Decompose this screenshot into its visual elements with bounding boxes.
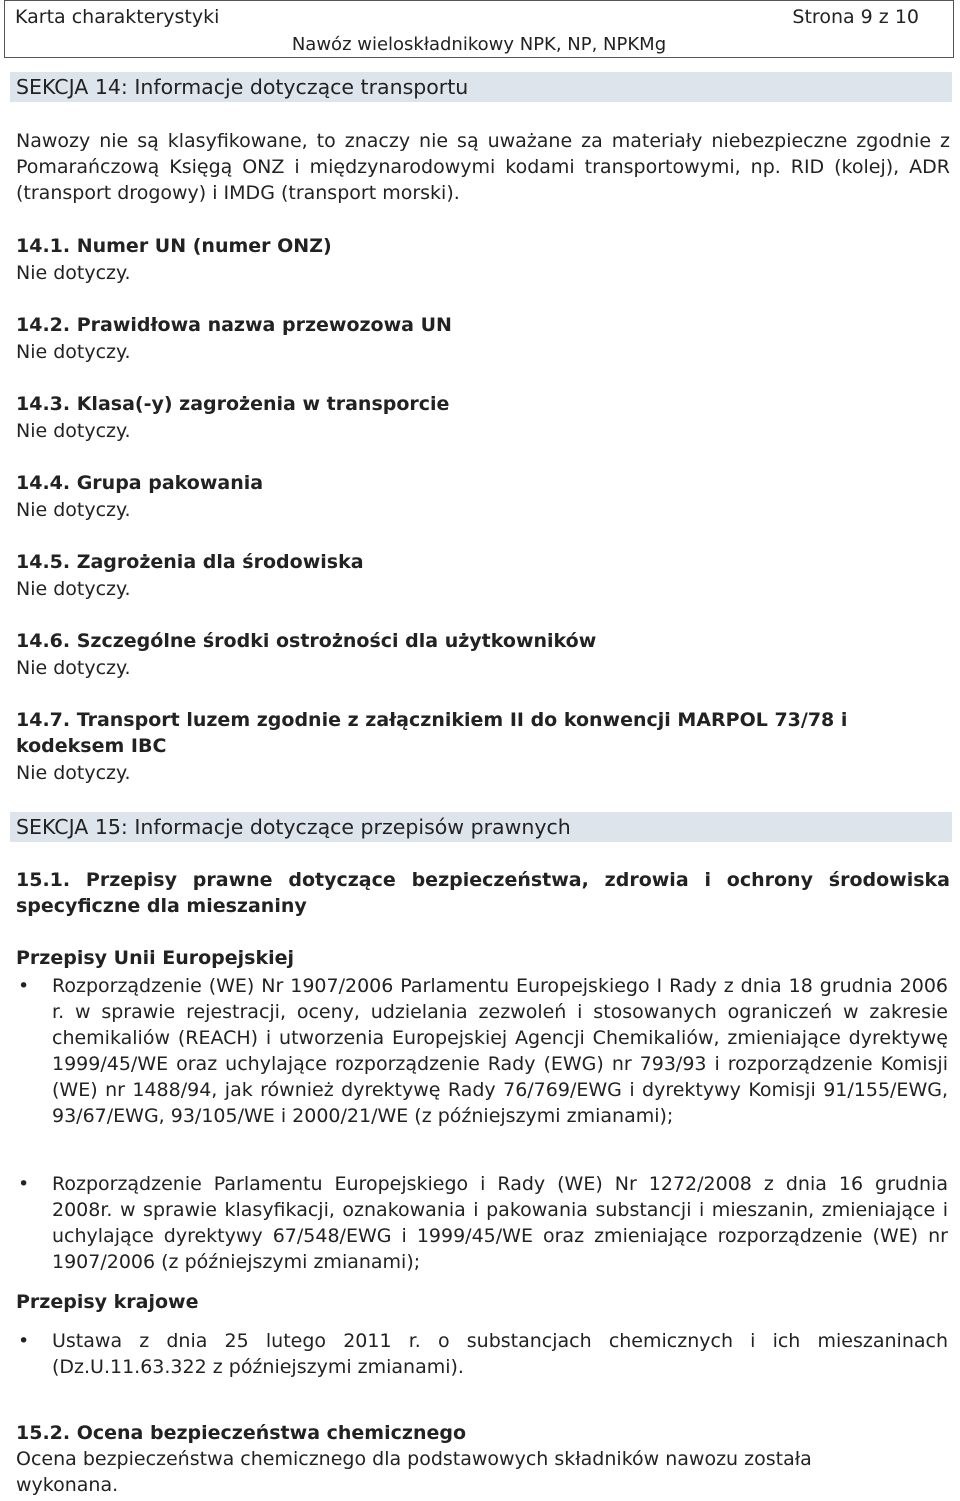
section-14-3-heading: 14.3. Klasa(-y) zagrożenia w transporcie	[16, 393, 450, 415]
section-14-1-heading: 14.1. Numer UN (numer ONZ)	[16, 235, 332, 257]
eu-regulation-reach: Rozporządzenie (WE) Nr 1907/2006 Parlamentu Europejskiego I Rady z dnia 18 grudnia 2006 r. w sprawie rejestracji, oceny, udzielania zezwoleń i stosowanych ograniczeń w zakresie chemikaliów (REACH) i utworzenia Europejskiej Agencji Chemikaliów, zmieniające dyrektywę 1999/45/WE oraz uchylające rozporządzenie Rady (EWG) nr 793/93 i rozporządzenie Komisji (WE) nr 1488/94, jak również dyrektywę Rady 76/769/EWG i dyrektywy Komisji 91/155/EWG, 93/67/EWG, 93/105/WE i 2000/21/WE (z późniejszymi zmianami);	[52, 975, 948, 1127]
section-14-2-heading: 14.2. Prawidłowa nazwa przewozowa UN	[16, 314, 452, 336]
section-14-7-text: Nie dotyczy.	[16, 762, 131, 784]
eu-regulation-clp: Rozporządzenie Parlamentu Europejskiego i Rady (WE) Nr 1272/2008 z dnia 16 grudnia 2008r. w sprawie klasyfikacji, oznakowania i pakowania substancji i mieszanin, zmieniające i uchylające dyrektywy 67/548/EWG i 1999/45/WE oraz zmieniające rozporządzenie (WE) nr 1907/2006 (z późniejszymi zmianami);	[52, 1173, 948, 1273]
bullet-marker: •	[18, 1330, 30, 1352]
national-regulation-act: Ustawa z dnia 25 lutego 2011 r. o substancjach chemicznych i ich mieszaninach (Dz.U.11.63.322 z późniejszymi zmianami).	[52, 1330, 948, 1378]
section-14-6-text: Nie dotyczy.	[16, 657, 131, 679]
eu-regulations-heading: Przepisy Unii Europejskiej	[16, 947, 295, 969]
section-14-title: SEKCJA 14: Informacje dotyczące transportu	[10, 72, 952, 102]
section-14-intro: Nawozy nie są klasyfikowane, to znaczy nie są uważane za materiały niebezpieczne zgodnie z Pomarańczową Księgą ONZ i międzynarodowymi kodami transportowymi, np. RID (kolej), ADR (transport drogowy) i IMDG (transport morski).	[16, 130, 950, 204]
section-14-4-text: Nie dotyczy.	[16, 499, 131, 521]
page-number: Strona 9 z 10	[792, 6, 919, 28]
document-type: Karta charakterystyki	[15, 6, 220, 28]
national-regulations-heading: Przepisy krajowe	[16, 1291, 199, 1313]
section-15-2-heading: 15.2. Ocena bezpieczeństwa chemicznego	[16, 1422, 467, 1444]
section-14-5-heading: 14.5. Zagrożenia dla środowiska	[16, 551, 364, 573]
section-14-1-text: Nie dotyczy.	[16, 262, 131, 284]
section-14-2-text: Nie dotyczy.	[16, 341, 131, 363]
section-15-1-heading: 15.1. Przepisy prawne dotyczące bezpieczeństwa, zdrowia i ochrony środowiska specyficzne dla mieszaniny	[16, 869, 950, 917]
bullet-marker: •	[18, 975, 30, 997]
product-name: Nawóz wieloskładnikowy NPK, NP, NPKMg	[291, 34, 667, 55]
bullet-marker: •	[18, 1173, 30, 1195]
section-14-3-text: Nie dotyczy.	[16, 420, 131, 442]
section-15-2-text: Ocena bezpieczeństwa chemicznego dla podstawowych składników nawozu została wykonana.	[16, 1448, 812, 1496]
section-14-5-text: Nie dotyczy.	[16, 578, 131, 600]
page-header	[4, 0, 954, 58]
section-14-4-heading: 14.4. Grupa pakowania	[16, 472, 264, 494]
section-14-6-heading: 14.6. Szczególne środki ostrożności dla użytkowników	[16, 630, 597, 652]
section-15-title: SEKCJA 15: Informacje dotyczące przepisów prawnych	[10, 812, 952, 842]
section-14-7-heading: 14.7. Transport luzem zgodnie z załącznikiem II do konwencji MARPOL 73/78 i kodeksem IBC	[16, 709, 848, 757]
